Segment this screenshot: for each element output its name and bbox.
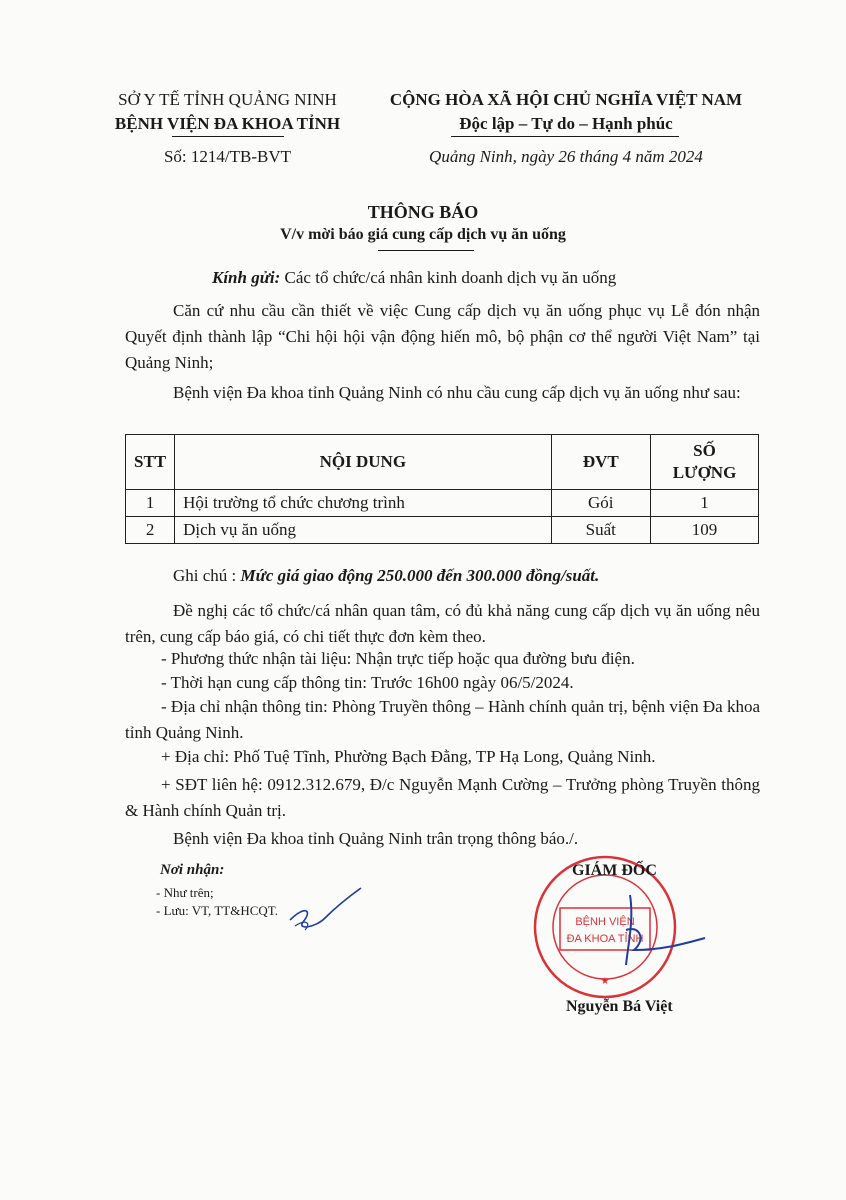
cell-stt: 1 — [126, 490, 175, 517]
cell-quantity: 1 — [651, 490, 759, 517]
header-quantity: SỐ LƯỢNG — [651, 435, 759, 490]
paragraph-need: Bệnh viện Đa khoa tỉnh Quảng Ninh có nhu cầu cung cấp dịch vụ ăn uống như sau: — [173, 383, 741, 402]
national-header — [366, 88, 766, 169]
issuer-hospital: BỆNH VIỆN ĐA KHOA TỈNH — [114, 114, 341, 133]
signer-title: GIÁM ĐỐC — [572, 862, 657, 879]
signature-mark — [600, 890, 710, 970]
note-label: Ghi chú : — [173, 566, 241, 585]
paragraph-request: Đề nghị các tổ chức/cá nhân quan tâm, có đủ khả năng cung cấp dịch vụ ăn uống nêu trên, cung cấp báo giá, có chi tiết thực đơn kèm theo. — [125, 601, 760, 646]
recipient-line: - Như trên; — [156, 885, 214, 900]
issuer-underline — [172, 136, 284, 137]
recipient-line: - Lưu: VT, TT&HCQT. — [156, 903, 278, 918]
document-subtitle: V/v mời báo giá cung cấp dịch vụ ăn uống — [280, 226, 566, 243]
issuer-department: SỞ Y TẾ TỈNH QUẢNG NINH — [118, 90, 337, 109]
svg-text:★: ★ — [600, 976, 610, 987]
greeting-label: Kính gửi: — [212, 268, 281, 287]
initial-mark — [285, 880, 365, 940]
items-table — [125, 434, 759, 544]
national-motto: Độc lập – Tự do – Hạnh phúc — [459, 114, 673, 133]
cell-quantity: 109 — [651, 517, 759, 544]
cell-stt: 2 — [126, 517, 175, 544]
detail-method: - Phương thức nhận tài liệu: Nhận trực tiếp hoặc qua đường bưu điện. — [161, 649, 635, 668]
document-title: THÔNG BÁO — [367, 202, 479, 222]
price-note — [173, 566, 599, 586]
detail-address-office: - Địa chỉ nhận thông tin: Phòng Truyền thông – Hành chính quản trị, bệnh viện Đa khoa tỉnh Quảng Ninh. — [125, 697, 760, 742]
svg-text:ĐA KHOA TỈNH: ĐA KHOA TỈNH — [566, 933, 644, 945]
place-date: Quảng Ninh, ngày 26 tháng 4 năm 2024 — [429, 147, 703, 166]
document-number: Số: 1214/TB-BVT — [163, 147, 292, 166]
table-row — [126, 490, 759, 517]
issuer-block — [95, 88, 360, 169]
header-content: NỘI DUNG — [175, 435, 551, 490]
greeting — [212, 268, 616, 288]
table-row — [126, 517, 759, 544]
paragraph-basis: Căn cứ nhu cầu cần thiết về việc Cung cấp dịch vụ ăn uống phục vụ Lễ đón nhận Quyết định thành lập “Chi hội hội vận động hiến mô, bộ phận cơ thể người Việt Nam” tại Quảng Ninh; — [125, 301, 760, 372]
recipients-title: Nơi nhận: — [160, 862, 225, 878]
header-unit: ĐVT — [551, 435, 650, 490]
cell-unit: Suất — [551, 517, 650, 544]
motto-underline — [451, 136, 679, 137]
signer-name: Nguyễn Bá Việt — [566, 998, 673, 1015]
greeting-text: Các tổ chức/cá nhân kinh doanh dịch vụ ăn uống — [280, 268, 617, 287]
table-header-row — [126, 435, 759, 490]
detail-street-address: + Địa chỉ: Phố Tuệ Tĩnh, Phường Bạch Đằng, TP Hạ Long, Quảng Ninh. — [161, 747, 656, 766]
detail-deadline: - Thời hạn cung cấp thông tin: Trước 16h00 ngày 06/5/2024. — [161, 673, 574, 692]
svg-text:BỆNH VIỆN: BỆNH VIỆN — [575, 916, 635, 928]
subtitle-underline — [378, 250, 474, 251]
closing-line: Bệnh viện Đa khoa tỉnh Quảng Ninh trân trọng thông báo./. — [173, 829, 579, 848]
national-title: CỘNG HÒA XÃ HỘI CHỦ NGHĨA VIỆT NAM — [389, 90, 743, 109]
header-stt: STT — [126, 435, 175, 490]
cell-content: Dịch vụ ăn uống — [175, 517, 551, 544]
detail-phone-contact: + SĐT liên hệ: 0912.312.679, Đ/c Nguyễn Mạnh Cường – Trưởng phòng Truyền thông & Hành chính Quản trị. — [125, 775, 760, 820]
cell-content: Hội trường tổ chức chương trình — [175, 490, 551, 517]
cell-unit: Gói — [551, 490, 650, 517]
note-text: Mức giá giao động 250.000 đến 300.000 đồng/suất. — [240, 566, 600, 585]
